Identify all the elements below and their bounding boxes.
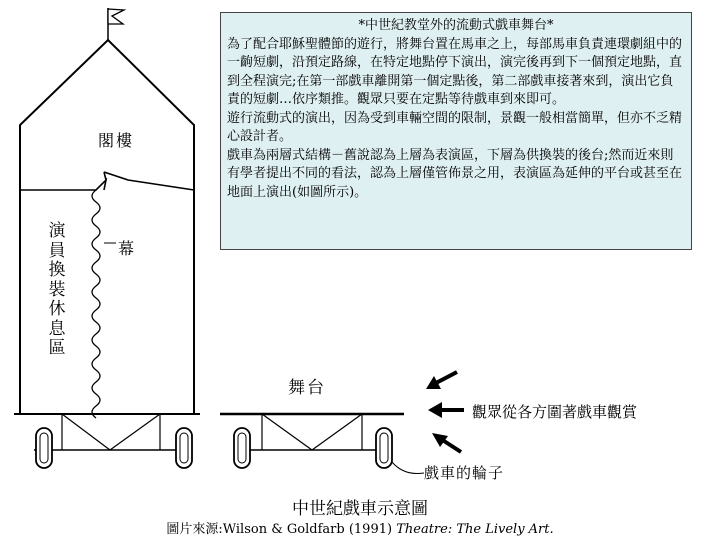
left-wagon-wheel <box>176 428 192 468</box>
right-wagon-brace <box>312 414 362 450</box>
wheels-label: 戲車的輪子 <box>424 464 505 482</box>
pennant-flag <box>108 9 124 24</box>
right-wagon-wheel <box>234 428 250 468</box>
figure-source <box>0 518 720 537</box>
dressing-area-label: 演員換裝休息區 <box>48 221 66 358</box>
description-paragraph: 戲車為兩層式結構－舊說認為上層為表演區，下層為供換裝的後台;然而近來則有學者提出不同的看法，認為上層僅管佈景之用，表演區為延伸的平台或甚至在地面上演出(如圖所示)。 <box>227 147 683 200</box>
source-prefix: 圖片來源:Wilson & Goldfarb (1991) <box>166 522 397 537</box>
audience-label: 觀眾從各方圍著戲車觀賞 <box>472 403 638 421</box>
attic-label: 閣樓 <box>98 131 135 150</box>
audience-arrow-middle <box>428 402 464 418</box>
description-title: *中世紀教堂外的流動式戲車舞台* <box>358 18 554 33</box>
wheel-leader-line <box>392 462 424 474</box>
right-wagon-wheel <box>376 428 392 468</box>
stage-label: 舞台 <box>288 378 326 398</box>
description-box <box>220 12 692 250</box>
figure-caption: 中世紀戲車示意圖 <box>292 499 428 519</box>
attic-floor <box>20 172 194 190</box>
description-paragraph: 為了配合耶穌聖體節的遊行，將舞台置在馬車之上，每部馬車負責連環劇組中的一齣短劇，沿預定路線，在特定地點停下演出，演完後再到下一個預定地點，直到全程演完;在第一部戲車離開第一個定點後，第二部戲車接著來到，演出它負責的短劇…依序類推。觀眾只要在定點等待戲車到來即可。 <box>227 36 683 107</box>
description-paragraph: 遊行流動式的演出，因為受到車輛空間的限制，景觀一般相當簡單，但亦不乏精心設計者。 <box>227 110 683 144</box>
right-wagon-brace <box>262 414 312 450</box>
curtain-line <box>92 190 100 418</box>
curtain-label: 幕 <box>118 239 135 258</box>
left-wagon-brace <box>110 414 160 450</box>
source-title: Theatre: The Lively Art. <box>396 522 554 537</box>
audience-arrow-lower <box>432 433 461 452</box>
left-wagon-wheel <box>36 428 52 468</box>
left-wagon-brace <box>62 414 110 450</box>
audience-arrow-upper <box>426 372 457 389</box>
